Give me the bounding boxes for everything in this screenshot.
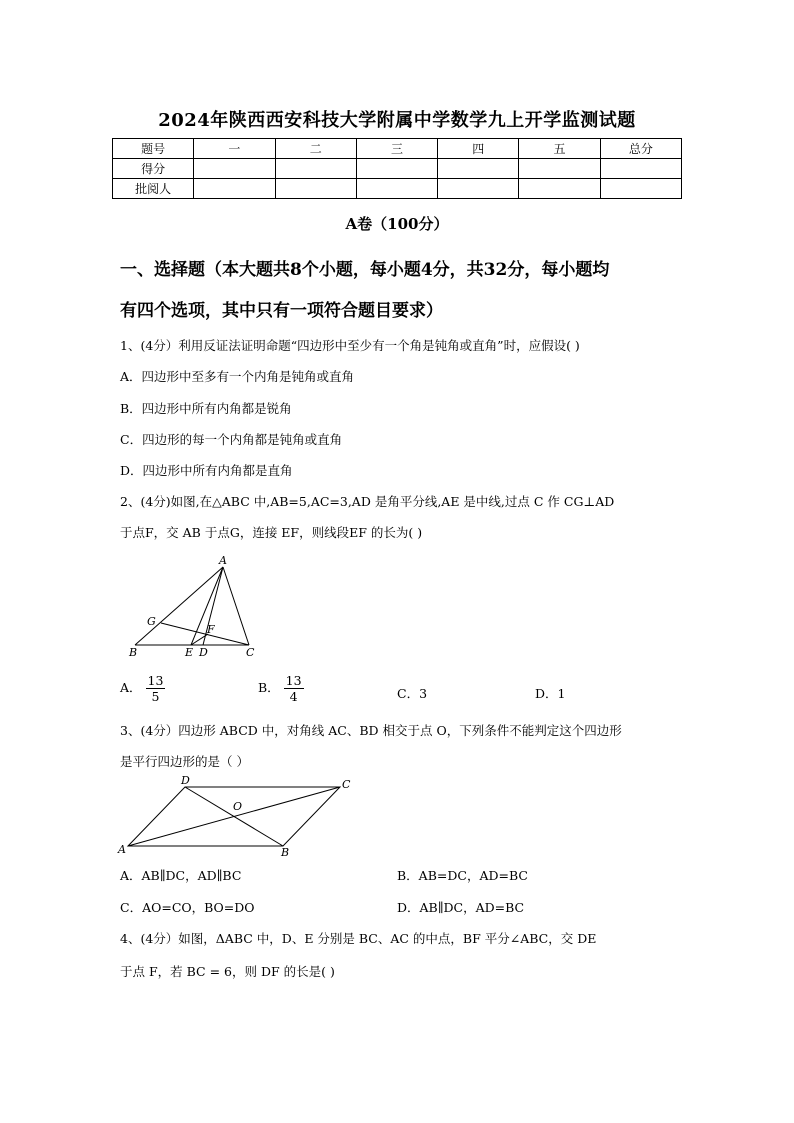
- q4-stem-line1: 4、(4分）如图，ΔABC 中，D、E 分别是 BC、AC 的中点，BF 平分∠ABC，交 DE: [120, 931, 597, 946]
- fraction: [146, 673, 166, 704]
- table-row: [113, 139, 682, 159]
- table-cell: [275, 179, 356, 199]
- section1-heading-line1: 一、选择题（本大题共8个小题，每小题4分，共32分，每小题均: [120, 260, 610, 280]
- fraction: [284, 673, 304, 704]
- table-cell: [519, 179, 600, 199]
- label-a: A: [219, 554, 227, 567]
- table-cell: [519, 159, 600, 179]
- q1-option-c: C．四边形的每一个内角都是钝角或直角: [120, 432, 343, 447]
- q3-option-b: B．AB=DC，AD=BC: [397, 868, 528, 883]
- q1-stem: 1、(4分）利用反证法证明命题“四边形中至少有一个角是钝角或直角”时，应假设( ): [120, 338, 580, 353]
- label-d: D: [181, 774, 190, 787]
- q4-stem-line2: 于点 F，若 BC = 6，则 DF 的长是( ): [120, 964, 335, 979]
- q2-option-a: [120, 673, 165, 704]
- q3-option-c: C．AO=CO，BO=DO: [120, 900, 255, 915]
- section1-heading-line2: 有四个选项，其中只有一项符合题目要求）: [120, 301, 443, 321]
- q2-stem-line1: 2、(4分)如图,在△ABC 中,AB=5,AC=3,AD 是角平分线,AE 是中线,过点 C 作 CG⊥AD: [120, 494, 615, 509]
- label-b: B: [129, 646, 138, 659]
- label-f: F: [207, 623, 215, 636]
- q1-option-d: D．四边形中所有内角都是直角: [120, 463, 293, 478]
- label-c: C: [246, 646, 255, 659]
- q2-option-b: [258, 673, 304, 704]
- table-cell: 三: [356, 139, 437, 159]
- table-cell: [600, 159, 681, 179]
- label-e: E: [185, 646, 194, 659]
- label-o: O: [233, 800, 243, 813]
- q1-option-b: B．四边形中所有内角都是锐角: [120, 401, 292, 416]
- table-row: [113, 179, 682, 199]
- table-cell: 五: [519, 139, 600, 159]
- q3-stem-line1: 3、(4分）四边形 ABCD 中，对角线 AC、BD 相交于点 O，下列条件不能判定这个四边形: [120, 723, 622, 738]
- segment-cg: [161, 623, 249, 645]
- table-cell: [275, 159, 356, 179]
- q2-option-a-prefix: A．: [120, 680, 142, 695]
- table-cell: [438, 159, 519, 179]
- q2-triangle-figure: [125, 552, 265, 662]
- label-g: G: [147, 615, 156, 628]
- q1-option-a: A．四边形中至多有一个内角是钝角或直角: [120, 369, 355, 384]
- table-cell: 题号: [113, 139, 194, 159]
- q2-stem-line2: 于点F，交 AB 于点G，连接 EF，则线段EF 的长为( ): [120, 525, 423, 540]
- table-cell: 批阅人: [113, 179, 194, 199]
- label-d: D: [199, 646, 208, 659]
- diagonal-bd: [185, 787, 283, 846]
- q2-option-d: D．1: [535, 686, 566, 701]
- table-cell: 四: [438, 139, 519, 159]
- table-cell: 二: [275, 139, 356, 159]
- table-cell: 总分: [600, 139, 681, 159]
- q3-option-a: A．AB∥DC，AD∥BC: [120, 868, 242, 883]
- table-cell: 一: [194, 139, 275, 159]
- table-cell: [600, 179, 681, 199]
- q2-option-b-prefix: B．: [258, 680, 280, 695]
- fraction-denominator: 4: [289, 689, 298, 704]
- q2-option-c: C．3: [397, 686, 428, 701]
- q3-stem-line2: 是平行四边形的是（ ）: [120, 754, 249, 769]
- fraction-numerator: 13: [285, 673, 302, 688]
- label-b: B: [281, 846, 290, 859]
- fraction-numerator: 13: [147, 673, 164, 688]
- table-cell: [194, 179, 275, 199]
- table-cell: [356, 159, 437, 179]
- q3-parallelogram-figure: [115, 772, 365, 860]
- label-c: C: [342, 778, 351, 791]
- table-cell: [356, 179, 437, 199]
- q3-option-d: D．AB∥DC，AD=BC: [397, 900, 525, 915]
- label-a: A: [118, 843, 126, 856]
- table-cell: 得分: [113, 159, 194, 179]
- section-a-heading: A卷（100分）: [345, 215, 449, 233]
- exam-title: 2024年陕西西安科技大学附属中学数学九上开学监测试题: [158, 110, 636, 131]
- segment-ac: [223, 567, 249, 645]
- score-table: [112, 138, 682, 199]
- table-row: [113, 159, 682, 179]
- fraction-denominator: 5: [151, 689, 160, 704]
- table-cell: [194, 159, 275, 179]
- table-cell: [438, 179, 519, 199]
